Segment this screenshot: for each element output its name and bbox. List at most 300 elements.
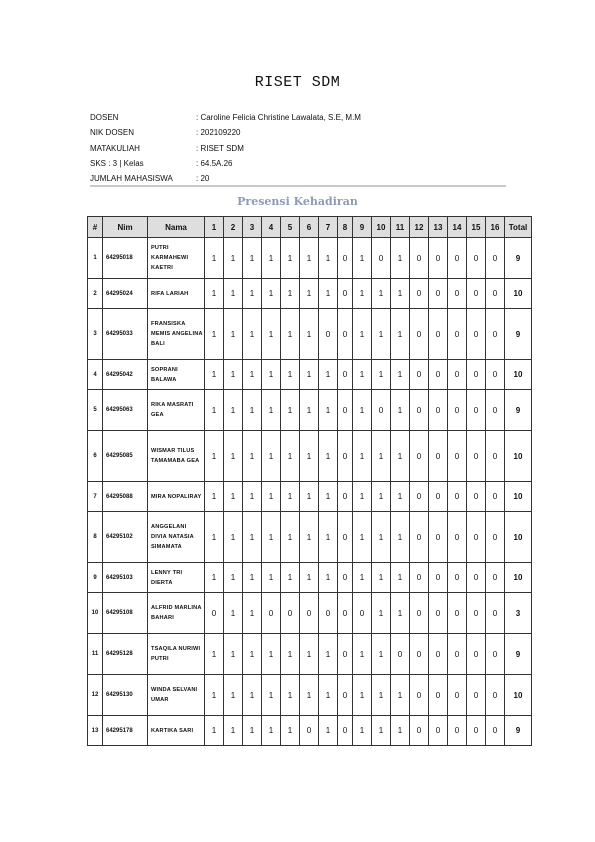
attendance-mark: 0	[410, 716, 429, 746]
attendance-mark: 1	[300, 390, 319, 431]
attendance-mark: 1	[205, 360, 224, 390]
attendance-mark: 1	[262, 360, 281, 390]
student-nim: 64295088	[103, 482, 148, 512]
attendance-mark: 1	[319, 716, 338, 746]
attendance-mark: 0	[486, 593, 505, 634]
info-label: DOSEN	[90, 113, 119, 122]
attendance-mark: 0	[338, 675, 353, 716]
attendance-mark: 1	[319, 675, 338, 716]
attendance-mark: 1	[353, 309, 372, 360]
attendance-mark: 0	[338, 238, 353, 279]
row-number: 7	[88, 482, 103, 512]
student-name: ALFRID MARLINA BAHARI	[148, 593, 205, 634]
column-header: 8	[338, 217, 353, 238]
row-number: 2	[88, 279, 103, 309]
info-row	[90, 110, 361, 125]
attendance-mark: 1	[262, 279, 281, 309]
student-name: WISMAR TILUS TAMAMABA GEA	[148, 431, 205, 482]
attendance-mark: 0	[467, 309, 486, 360]
student-nim: 64295108	[103, 593, 148, 634]
table-row	[88, 360, 532, 390]
attendance-mark: 0	[467, 238, 486, 279]
attendance-mark: 0	[448, 279, 467, 309]
attendance-mark: 1	[262, 238, 281, 279]
table-row	[88, 675, 532, 716]
attendance-mark: 1	[224, 431, 243, 482]
attendance-mark: 0	[429, 279, 448, 309]
attendance-mark: 1	[391, 431, 410, 482]
attendance-mark: 0	[429, 716, 448, 746]
table-row	[88, 309, 532, 360]
info-row	[90, 156, 361, 171]
student-nim: 64295102	[103, 512, 148, 563]
column-header: 12	[410, 217, 429, 238]
attendance-mark: 1	[353, 360, 372, 390]
attendance-mark: 1	[353, 482, 372, 512]
attendance-mark: 1	[391, 716, 410, 746]
attendance-mark: 1	[224, 309, 243, 360]
attendance-mark: 1	[262, 675, 281, 716]
attendance-total: 9	[505, 309, 532, 360]
attendance-mark: 1	[205, 482, 224, 512]
attendance-mark: 1	[224, 512, 243, 563]
attendance-mark: 1	[372, 716, 391, 746]
attendance-mark: 1	[281, 634, 300, 675]
attendance-mark: 0	[486, 634, 505, 675]
info-value: : RISET SDM	[196, 143, 244, 153]
attendance-mark: 1	[224, 675, 243, 716]
row-number: 3	[88, 309, 103, 360]
attendance-mark: 1	[319, 238, 338, 279]
attendance-mark: 0	[467, 431, 486, 482]
attendance-total: 9	[505, 634, 532, 675]
attendance-mark: 1	[243, 716, 262, 746]
attendance-mark: 1	[281, 431, 300, 482]
column-header: 1	[205, 217, 224, 238]
attendance-mark: 1	[353, 563, 372, 593]
attendance-total: 10	[505, 482, 532, 512]
attendance-mark: 1	[205, 716, 224, 746]
attendance-mark: 1	[353, 390, 372, 431]
attendance-mark: 1	[353, 279, 372, 309]
table-row	[88, 716, 532, 746]
attendance-mark: 1	[243, 634, 262, 675]
attendance-mark: 0	[448, 309, 467, 360]
attendance-mark: 0	[429, 431, 448, 482]
attendance-mark: 1	[262, 634, 281, 675]
divider	[90, 185, 506, 187]
attendance-mark: 1	[224, 390, 243, 431]
attendance-mark: 0	[429, 482, 448, 512]
column-header: 6	[300, 217, 319, 238]
attendance-mark: 1	[243, 431, 262, 482]
info-row	[90, 125, 361, 140]
attendance-mark: 0	[448, 390, 467, 431]
table-row	[88, 238, 532, 279]
student-name: PUTRI KARMAHEWI KAETRI	[148, 238, 205, 279]
attendance-mark: 0	[467, 593, 486, 634]
attendance-mark: 1	[224, 593, 243, 634]
attendance-mark: 0	[429, 634, 448, 675]
column-header: 9	[353, 217, 372, 238]
attendance-mark: 1	[372, 563, 391, 593]
attendance-mark: 0	[410, 593, 429, 634]
attendance-mark: 1	[205, 390, 224, 431]
column-header: 13	[429, 217, 448, 238]
attendance-mark: 0	[429, 563, 448, 593]
student-nim: 64295063	[103, 390, 148, 431]
attendance-total: 9	[505, 390, 532, 431]
attendance-mark: 1	[205, 563, 224, 593]
attendance-mark: 1	[281, 238, 300, 279]
attendance-mark: 1	[300, 431, 319, 482]
attendance-mark: 1	[391, 482, 410, 512]
attendance-mark: 0	[448, 360, 467, 390]
student-name: FRANSISKA MEMIS ANGELINA BALI	[148, 309, 205, 360]
attendance-mark: 0	[448, 563, 467, 593]
attendance-mark: 1	[300, 675, 319, 716]
attendance-mark: 1	[281, 360, 300, 390]
attendance-mark: 1	[224, 482, 243, 512]
attendance-mark: 1	[243, 593, 262, 634]
info-value: : Caroline Felicia Christine Lawalata, S.E, M.M	[196, 113, 361, 122]
student-nim: 64295033	[103, 309, 148, 360]
attendance-mark: 0	[410, 279, 429, 309]
attendance-total: 3	[505, 593, 532, 634]
attendance-mark: 0	[205, 593, 224, 634]
page-title: RISET SDM	[254, 74, 341, 91]
attendance-mark: 0	[319, 309, 338, 360]
attendance-mark: 1	[262, 563, 281, 593]
attendance-total: 10	[505, 675, 532, 716]
attendance-mark: 0	[410, 512, 429, 563]
attendance-mark: 0	[338, 593, 353, 634]
student-nim: 64295103	[103, 563, 148, 593]
attendance-mark: 1	[262, 309, 281, 360]
column-header: 14	[448, 217, 467, 238]
column-header: Nama	[148, 217, 205, 238]
attendance-mark: 1	[353, 634, 372, 675]
attendance-mark: 0	[338, 563, 353, 593]
attendance-mark: 0	[338, 279, 353, 309]
attendance-table	[87, 216, 532, 746]
attendance-mark: 0	[467, 360, 486, 390]
attendance-mark: 1	[353, 431, 372, 482]
attendance-mark: 1	[391, 675, 410, 716]
row-number: 6	[88, 431, 103, 482]
section-title: Presensi Kehadiran	[237, 195, 358, 208]
attendance-mark: 1	[281, 563, 300, 593]
attendance-mark: 0	[429, 360, 448, 390]
attendance-mark: 0	[467, 675, 486, 716]
attendance-mark: 0	[338, 634, 353, 675]
row-number: 5	[88, 390, 103, 431]
attendance-mark: 1	[262, 431, 281, 482]
attendance-mark: 0	[467, 716, 486, 746]
attendance-mark: 0	[486, 563, 505, 593]
student-name: LENNY TRI DIERTA	[148, 563, 205, 593]
attendance-mark: 1	[281, 675, 300, 716]
attendance-mark: 1	[205, 309, 224, 360]
column-header: Nim	[103, 217, 148, 238]
attendance-mark: 0	[448, 593, 467, 634]
attendance-mark: 0	[486, 238, 505, 279]
attendance-mark: 1	[300, 563, 319, 593]
attendance-mark: 0	[429, 593, 448, 634]
column-header: 3	[243, 217, 262, 238]
attendance-mark: 1	[243, 309, 262, 360]
attendance-mark: 0	[486, 390, 505, 431]
attendance-mark: 1	[300, 238, 319, 279]
attendance-mark: 0	[338, 482, 353, 512]
attendance-mark: 1	[300, 360, 319, 390]
attendance-mark: 0	[338, 309, 353, 360]
row-number: 13	[88, 716, 103, 746]
attendance-mark: 1	[300, 279, 319, 309]
attendance-mark: 1	[281, 512, 300, 563]
column-header: 2	[224, 217, 243, 238]
course-info	[90, 110, 361, 186]
row-number: 4	[88, 360, 103, 390]
column-header: 15	[467, 217, 486, 238]
row-number: 1	[88, 238, 103, 279]
table-row	[88, 563, 532, 593]
attendance-mark: 0	[410, 431, 429, 482]
info-value: : 20	[196, 174, 210, 184]
attendance-mark: 0	[410, 482, 429, 512]
attendance-mark: 0	[353, 593, 372, 634]
row-number: 9	[88, 563, 103, 593]
attendance-total: 10	[505, 431, 532, 482]
table-header-row	[88, 217, 532, 238]
attendance-total: 10	[505, 279, 532, 309]
attendance-mark: 1	[391, 512, 410, 563]
attendance-total: 9	[505, 716, 532, 746]
attendance-mark: 1	[372, 360, 391, 390]
attendance-mark: 0	[429, 512, 448, 563]
attendance-mark: 1	[391, 390, 410, 431]
attendance-mark: 0	[338, 360, 353, 390]
attendance-mark: 1	[243, 675, 262, 716]
attendance-mark: 1	[391, 360, 410, 390]
attendance-mark: 1	[205, 279, 224, 309]
attendance-mark: 1	[281, 309, 300, 360]
attendance-mark: 1	[391, 309, 410, 360]
student-name: MIRA NOPALIRAY	[148, 482, 205, 512]
attendance-mark: 1	[372, 279, 391, 309]
attendance-total: 10	[505, 563, 532, 593]
attendance-mark: 1	[319, 482, 338, 512]
attendance-mark: 0	[410, 675, 429, 716]
attendance-mark: 0	[410, 390, 429, 431]
info-label: NIK DOSEN	[90, 128, 135, 138]
attendance-mark: 0	[300, 593, 319, 634]
student-name: SOPRANI BALAWA	[148, 360, 205, 390]
attendance-mark: 1	[224, 238, 243, 279]
table-row	[88, 390, 532, 431]
attendance-mark: 0	[486, 431, 505, 482]
student-name: TSAQILA NURIWI PUTRI	[148, 634, 205, 675]
attendance-mark: 1	[319, 279, 338, 309]
info-value: : 64.5A.26	[196, 158, 233, 168]
attendance-mark: 1	[262, 716, 281, 746]
column-header: 10	[372, 217, 391, 238]
table-row	[88, 512, 532, 563]
student-nim: 64295128	[103, 634, 148, 675]
attendance-mark: 0	[429, 675, 448, 716]
attendance-mark: 0	[410, 360, 429, 390]
attendance-mark: 1	[391, 238, 410, 279]
student-nim: 64295130	[103, 675, 148, 716]
attendance-mark: 1	[372, 309, 391, 360]
attendance-mark: 0	[338, 512, 353, 563]
column-header: 7	[319, 217, 338, 238]
attendance-mark: 0	[448, 512, 467, 563]
table-row	[88, 279, 532, 309]
student-nim: 64295178	[103, 716, 148, 746]
attendance-mark: 0	[486, 716, 505, 746]
attendance-mark: 1	[372, 512, 391, 563]
attendance-mark: 1	[319, 431, 338, 482]
student-nim: 64295024	[103, 279, 148, 309]
attendance-mark: 1	[300, 482, 319, 512]
attendance-mark: 1	[281, 390, 300, 431]
attendance-mark: 0	[410, 309, 429, 360]
attendance-mark: 1	[205, 512, 224, 563]
attendance-mark: 0	[338, 716, 353, 746]
info-label: SKS : 3 | Kelas	[90, 158, 144, 168]
attendance-mark: 1	[205, 634, 224, 675]
attendance-mark: 1	[319, 634, 338, 675]
attendance-mark: 1	[224, 279, 243, 309]
attendance-mark: 0	[300, 716, 319, 746]
attendance-mark: 0	[448, 634, 467, 675]
info-label: JUMLAH MAHASISWA	[90, 174, 173, 184]
attendance-mark: 1	[281, 482, 300, 512]
attendance-mark: 0	[467, 279, 486, 309]
row-number: 11	[88, 634, 103, 675]
row-number: 8	[88, 512, 103, 563]
attendance-mark: 0	[338, 390, 353, 431]
student-nim: 64295018	[103, 238, 148, 279]
attendance-mark: 1	[300, 309, 319, 360]
attendance-mark: 0	[448, 675, 467, 716]
attendance-mark: 0	[486, 279, 505, 309]
attendance-mark: 1	[372, 431, 391, 482]
attendance-mark: 1	[319, 390, 338, 431]
attendance-mark: 1	[281, 716, 300, 746]
attendance-mark: 0	[486, 309, 505, 360]
attendance-mark: 0	[429, 238, 448, 279]
attendance-mark: 1	[224, 563, 243, 593]
student-name: ANGGELANI DIVIA NATASIA SIMAMATA	[148, 512, 205, 563]
attendance-mark: 0	[467, 563, 486, 593]
attendance-mark: 1	[391, 593, 410, 634]
attendance-mark: 1	[243, 390, 262, 431]
column-header: #	[88, 217, 103, 238]
attendance-mark: 0	[448, 431, 467, 482]
attendance-mark: 0	[262, 593, 281, 634]
attendance-total: 9	[505, 238, 532, 279]
attendance-mark: 1	[353, 675, 372, 716]
attendance-mark: 1	[319, 512, 338, 563]
attendance-mark: 0	[281, 593, 300, 634]
info-row	[90, 141, 361, 156]
attendance-mark: 1	[243, 238, 262, 279]
attendance-total: 10	[505, 360, 532, 390]
attendance-mark: 1	[205, 675, 224, 716]
attendance-mark: 0	[391, 634, 410, 675]
attendance-mark: 1	[300, 512, 319, 563]
table-row	[88, 593, 532, 634]
attendance-mark: 1	[224, 634, 243, 675]
attendance-mark: 0	[410, 634, 429, 675]
row-number: 10	[88, 593, 103, 634]
attendance-mark: 1	[319, 563, 338, 593]
column-header: 16	[486, 217, 505, 238]
attendance-mark: 1	[353, 238, 372, 279]
attendance-mark: 1	[372, 593, 391, 634]
attendance-mark: 0	[410, 563, 429, 593]
attendance-mark: 0	[338, 431, 353, 482]
column-header: 5	[281, 217, 300, 238]
attendance-mark: 1	[319, 360, 338, 390]
attendance-mark: 1	[224, 716, 243, 746]
attendance-mark: 1	[243, 563, 262, 593]
attendance-mark: 1	[205, 238, 224, 279]
info-value: : 202109220	[196, 128, 241, 138]
attendance-mark: 0	[486, 512, 505, 563]
row-number: 12	[88, 675, 103, 716]
attendance-mark: 1	[243, 279, 262, 309]
attendance-mark: 1	[243, 512, 262, 563]
attendance-mark: 1	[262, 390, 281, 431]
student-name: RIFA LARIAH	[148, 279, 205, 309]
attendance-mark: 0	[429, 309, 448, 360]
student-nim: 64295085	[103, 431, 148, 482]
attendance-total: 10	[505, 512, 532, 563]
attendance-mark: 0	[486, 675, 505, 716]
attendance-mark: 0	[448, 238, 467, 279]
attendance-mark: 0	[448, 482, 467, 512]
attendance-mark: 1	[391, 563, 410, 593]
attendance-mark: 0	[429, 390, 448, 431]
student-name: RIKA MASRATI GEA	[148, 390, 205, 431]
table-row	[88, 431, 532, 482]
attendance-mark: 1	[243, 482, 262, 512]
table-row	[88, 634, 532, 675]
attendance-mark: 1	[353, 716, 372, 746]
attendance-mark: 1	[224, 360, 243, 390]
attendance-mark: 0	[319, 593, 338, 634]
attendance-mark: 0	[410, 238, 429, 279]
attendance-mark: 1	[372, 675, 391, 716]
info-label: MATAKULIAH	[90, 143, 140, 153]
attendance-mark: 0	[372, 390, 391, 431]
attendance-mark: 1	[372, 482, 391, 512]
attendance-mark: 1	[353, 512, 372, 563]
attendance-mark: 0	[486, 482, 505, 512]
attendance-mark: 0	[467, 512, 486, 563]
attendance-mark: 1	[262, 482, 281, 512]
attendance-mark: 0	[467, 390, 486, 431]
student-nim: 64295042	[103, 360, 148, 390]
attendance-mark: 0	[372, 238, 391, 279]
attendance-mark: 1	[205, 431, 224, 482]
column-header: Total	[505, 217, 532, 238]
attendance-mark: 0	[467, 482, 486, 512]
attendance-mark: 0	[467, 634, 486, 675]
